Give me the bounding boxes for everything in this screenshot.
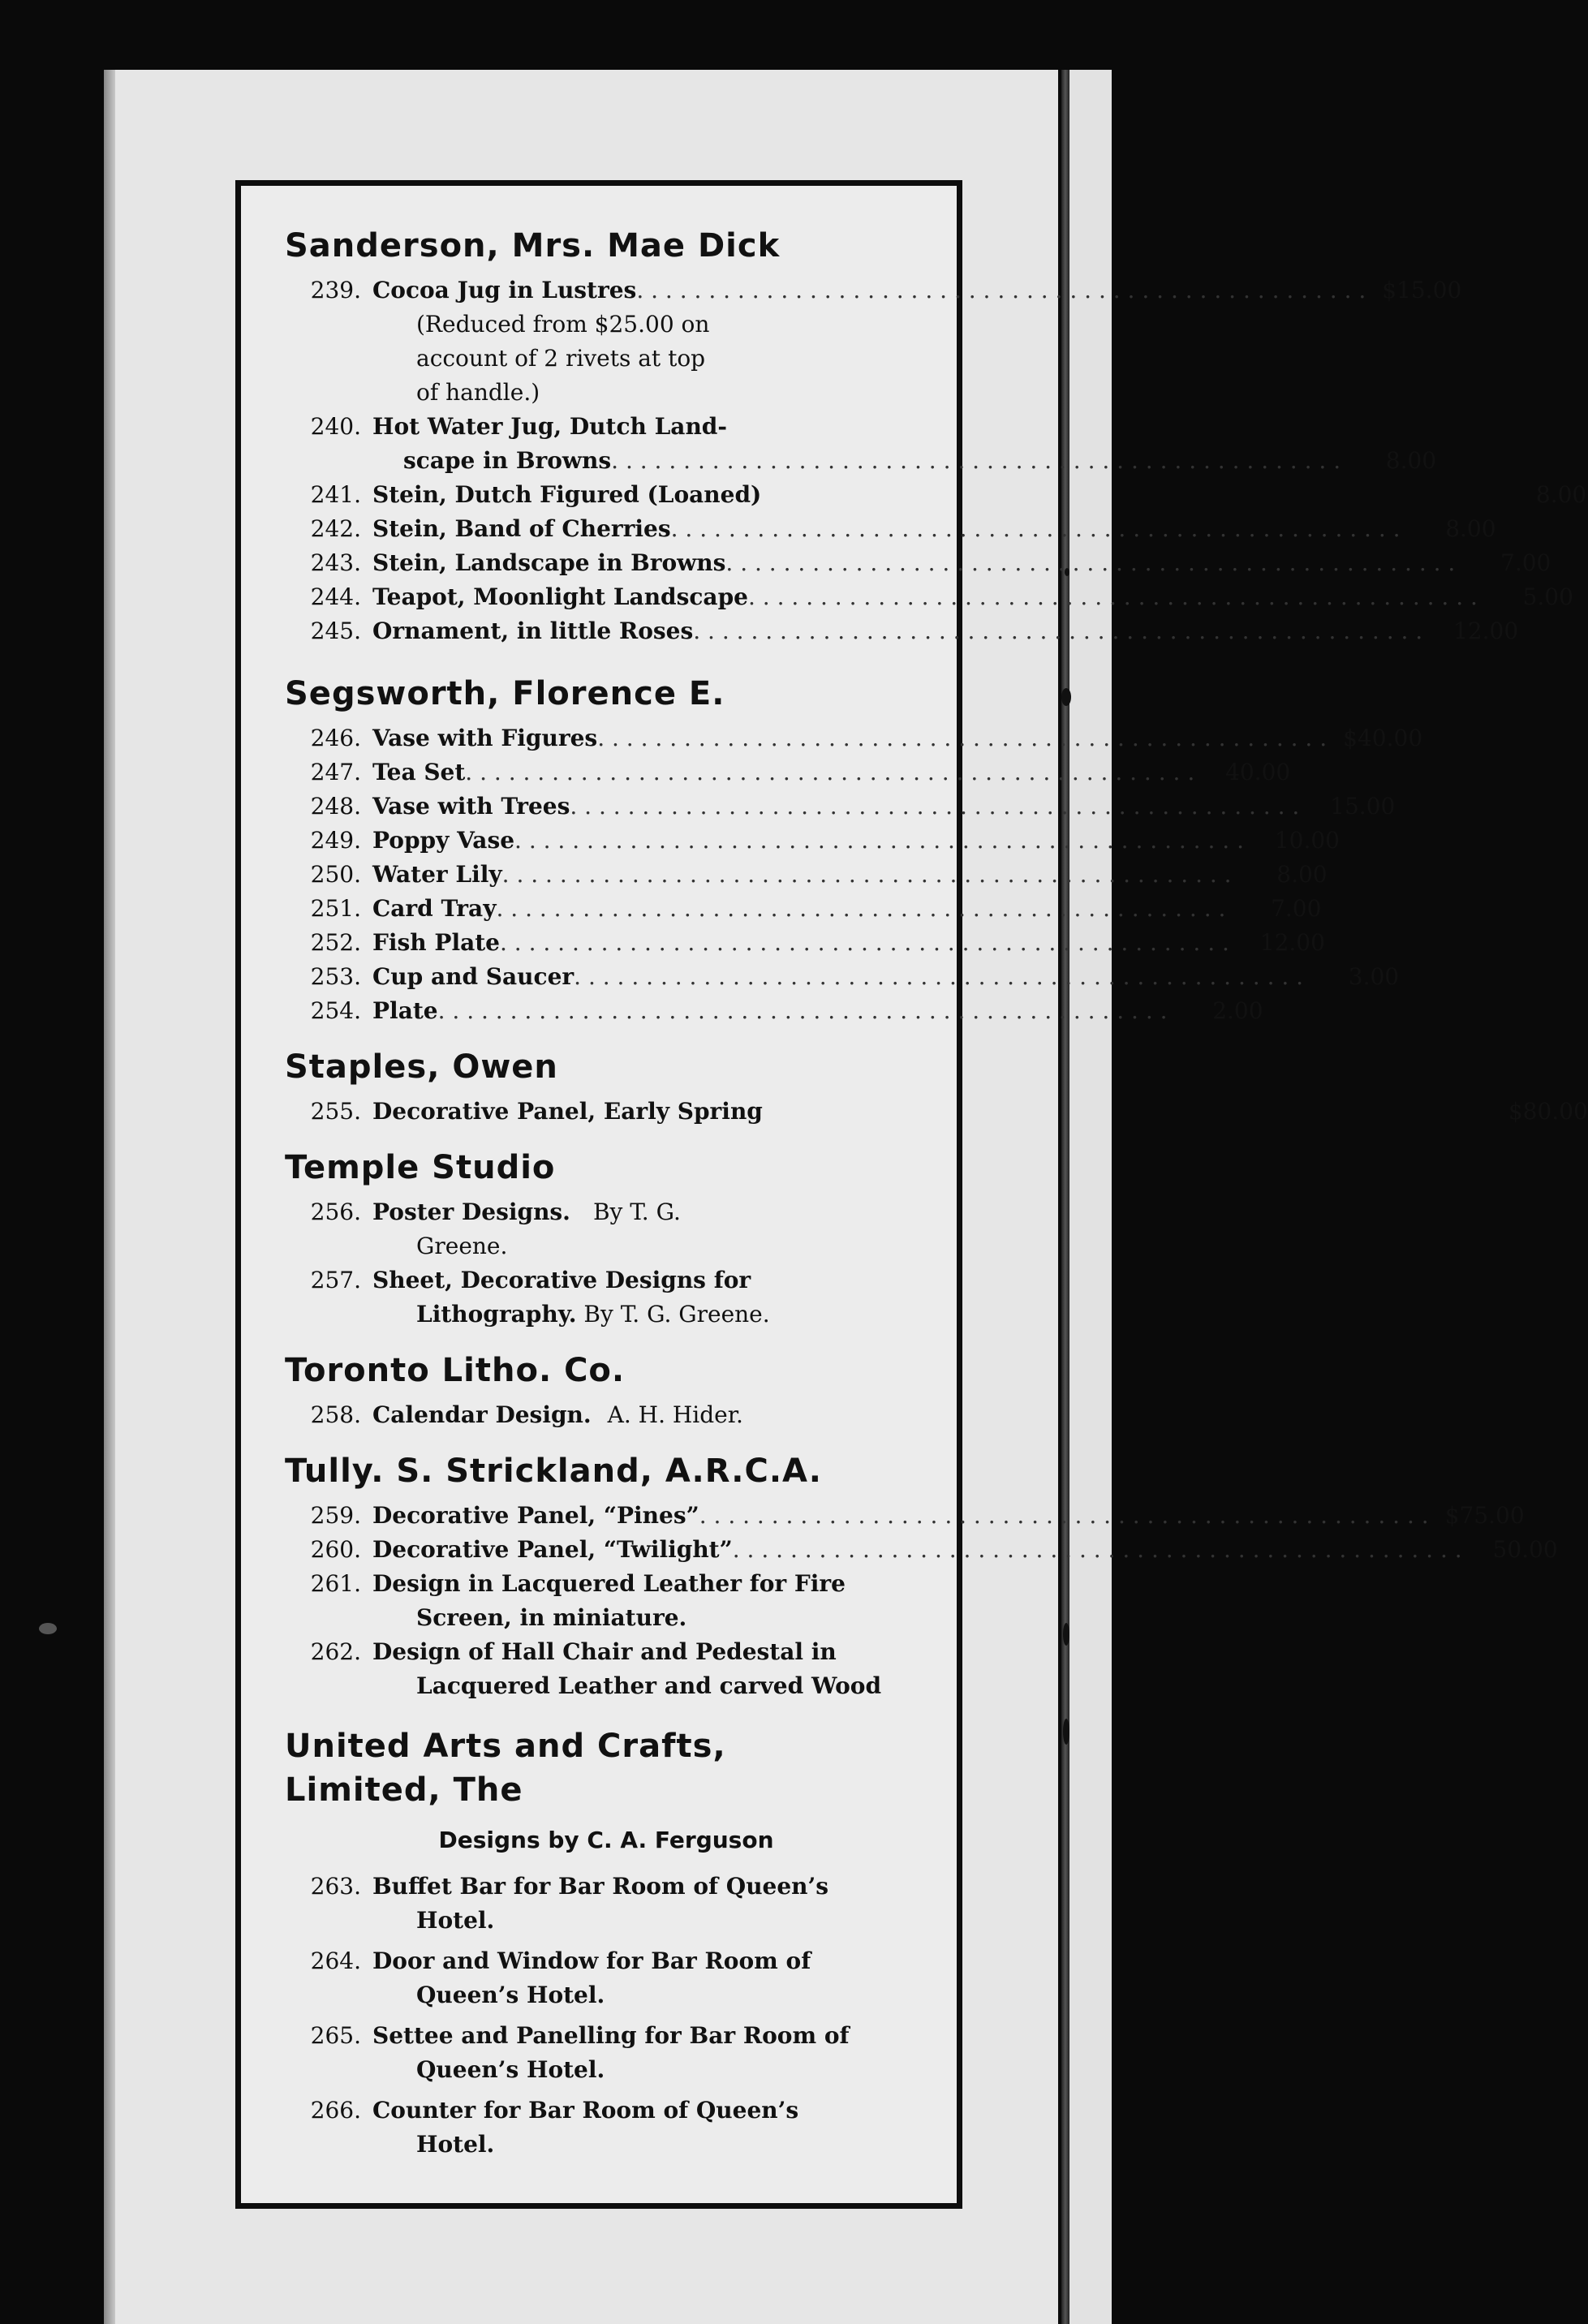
item-continuation: Lacquered Leather and carved Wood [416,1672,882,1699]
item-number: 245. [310,618,361,644]
exhibitor-heading [285,1724,923,1812]
leader-dots [570,790,1299,824]
leader-dots [693,614,1422,648]
exhibitor-heading: Temple Studio [285,1149,556,1186]
catalogue-item-continued [290,444,1437,478]
item-number: 242. [310,515,361,542]
item-number: 243. [310,549,361,576]
facing-page-edge [1069,70,1112,2324]
item-note: of handle.) [416,379,540,406]
item-number: 260. [310,1536,361,1563]
item-number: 250. [310,861,361,888]
catalogue-item [290,1499,1525,1533]
item-price: 5.00 [1522,583,1573,610]
item-title: Teapot, Moonlight Landscape [372,583,748,610]
item-price: $40.00 [1343,725,1423,751]
catalogue-item [290,1533,1558,1567]
item-continuation [290,1298,923,1332]
leader-dots [733,1533,1462,1567]
item-number: 248. [310,793,361,820]
catalogue-item [290,721,1423,755]
item-price: 3.00 [1348,963,1400,990]
item-title: Poppy Vase [372,827,515,854]
item-credit: By T. G. Greene. [583,1301,770,1328]
item-title: scape in Browns [403,447,612,474]
catalogue-item [290,824,1340,858]
catalogue-item [290,1195,923,1229]
item-number: 247. [310,759,361,785]
page-fold [1061,70,1069,2324]
item-note: (Reduced from $25.00 on [416,311,710,338]
catalogue-item [290,614,1519,648]
catalogue-item [290,580,1573,614]
item-title: Sheet, Decorative Designs for [372,1267,751,1293]
ink-speck [1061,688,1071,706]
leader-dots [725,546,1455,580]
catalogue-item [290,892,1322,926]
item-title: Fish Plate [372,929,500,956]
item-title: Design of Hall Chair and Pedestal in [372,1638,837,1665]
item-title: Hot Water Jug, Dutch Land- [372,413,728,440]
item-continuation: Screen, in miniature. [416,1604,687,1631]
item-number: 254. [310,997,361,1024]
leader-dots [671,512,1401,546]
item-note: account of 2 rivets at top [416,345,706,372]
exhibitor-heading: Sanderson, Mrs. Mae Dick [285,227,781,265]
item-title: Calendar Design. [372,1401,592,1428]
catalogue-item [290,755,1291,790]
exhibitor-heading: Staples, Owen [285,1048,558,1086]
item-price: 50.00 [1492,1536,1558,1563]
item-continuation: Queen’s Hotel. [416,2056,605,2083]
item-number: 257. [310,1267,361,1293]
leader-dots [502,858,1232,892]
item-price: 40.00 [1225,759,1291,785]
catalogue-item [290,1095,1588,1129]
item-title: Design in Lacquered Leather for Fire [372,1570,846,1597]
item-number: 246. [310,725,361,751]
item-price: $75.00 [1444,1502,1525,1529]
item-number: 256. [310,1199,361,1225]
ink-speck [1063,1623,1069,1646]
ink-speck [39,1623,57,1634]
item-number: 265. [310,2022,361,2049]
item-title: Water Lily [372,861,502,888]
leader-dots [699,1499,1429,1533]
exhibitor-heading-line: Limited, The [285,1771,523,1809]
item-continuation: Hotel. [416,1907,495,1934]
item-price: 2.00 [1212,997,1263,1024]
catalogue-frame [235,180,1588,2209]
item-title: Cup and Saucer [372,963,575,990]
leader-dots [438,994,1168,1028]
catalogue-item [290,994,1263,1028]
catalogue-item [290,926,1325,960]
leader-dots [574,960,1303,994]
item-price: 12.00 [1453,618,1519,644]
item-price: $15.00 [1382,277,1462,303]
item-title-continued: Lithography. [416,1301,577,1328]
item-continuation: Hotel. [416,2131,495,2158]
item-number: 261. [310,1570,361,1597]
leader-dots [597,721,1327,755]
item-price: 8.00 [1276,861,1328,888]
catalogue-item [290,960,1400,994]
item-number: 253. [310,963,361,990]
item-title: Ornament, in little Roses [372,618,694,644]
catalogue-item [290,1870,923,1904]
item-title: Vase with Trees [372,793,570,820]
designer-subheading: Designs by C. A. Ferguson [438,1827,774,1853]
catalogue-item [290,1944,923,1978]
item-price: $80.00 [1508,1098,1588,1125]
item-number: 241. [310,481,361,508]
catalogue-item [290,546,1551,580]
catalogue-item [290,2019,923,2053]
item-credit: A. H. Hider. [607,1401,743,1428]
catalogue-item [290,1567,923,1601]
item-credit: By T. G. [592,1199,681,1225]
catalogue-item [290,790,1396,824]
leader-dots [748,580,1478,614]
item-title: Vase with Figures [372,725,598,751]
item-title: Counter for Bar Room of Queen’s [372,2097,799,2124]
item-title: Poster Designs. [372,1199,570,1225]
item-number: 252. [310,929,361,956]
item-number: 240. [310,413,361,440]
item-continuation: Queen’s Hotel. [416,1982,605,2008]
item-number: 255. [310,1098,361,1125]
item-title: Stein, Band of Cherries [372,515,671,542]
exhibitor-heading: Segsworth, Florence E. [285,675,725,712]
catalogue-item [290,1398,923,1432]
item-title: Plate [372,997,438,1024]
catalogue-item [290,410,923,444]
exhibitor-heading: Tully. S. Strickland, A.R.C.A. [285,1452,822,1490]
item-number: 239. [310,277,361,303]
item-price: 7.00 [1271,895,1322,922]
item-title: Card Tray [372,895,497,922]
item-continuation: Greene. [416,1233,508,1259]
item-title: Decorative Panel, “Pines” [372,1502,699,1529]
catalogue-content [285,225,1588,2162]
item-number: 251. [310,895,361,922]
exhibitor-heading: Toronto Litho. Co. [285,1352,626,1389]
item-number: 249. [310,827,361,854]
leader-dots [611,444,1341,478]
item-price: 8.00 [1385,447,1437,474]
catalogue-item [290,512,1496,546]
item-title: Decorative Panel, “Twilight” [372,1536,733,1563]
item-number: 244. [310,583,361,610]
item-title: Buffet Bar for Bar Room of Queen’s [372,1873,829,1900]
leader-dots [496,892,1225,926]
item-title: Cocoa Jug in Lustres [372,277,637,303]
catalogue-item [290,1263,923,1298]
item-title: Settee and Panelling for Bar Room of [372,2022,850,2049]
item-number: 258. [310,1401,361,1428]
item-price: 8.00 [1535,481,1587,508]
item-title: Door and Window for Bar Room of [372,1947,811,1974]
item-number: 259. [310,1502,361,1529]
catalogue-item [290,273,1462,308]
catalogue-item [290,858,1328,892]
item-price: 12.00 [1259,929,1325,956]
item-number: 264. [310,1947,361,1974]
leader-dots [636,273,1366,308]
item-price: 8.00 [1445,515,1496,542]
item-title: Stein, Dutch Figured (Loaned) [372,481,762,508]
catalogue-item [290,478,1587,512]
catalogue-item [290,1635,923,1669]
ink-speck [1063,1719,1069,1745]
leader-dots [500,926,1229,960]
item-number: 262. [310,1638,361,1665]
exhibitor-heading-line: United Arts and Crafts, [285,1728,726,1765]
leader-dots [514,824,1244,858]
item-price: 7.00 [1500,549,1551,576]
page-edge [104,70,115,2324]
item-number: 263. [310,1873,361,1900]
item-title: Decorative Panel, Early Spring [372,1098,763,1125]
leader-dots [465,755,1194,790]
item-title: Stein, Landscape in Browns [372,549,726,576]
item-title: Tea Set [372,759,466,785]
item-number: 266. [310,2097,361,2124]
catalogue-item [290,2094,923,2128]
item-price: 15.00 [1330,793,1396,820]
item-price: 10.00 [1274,827,1340,854]
